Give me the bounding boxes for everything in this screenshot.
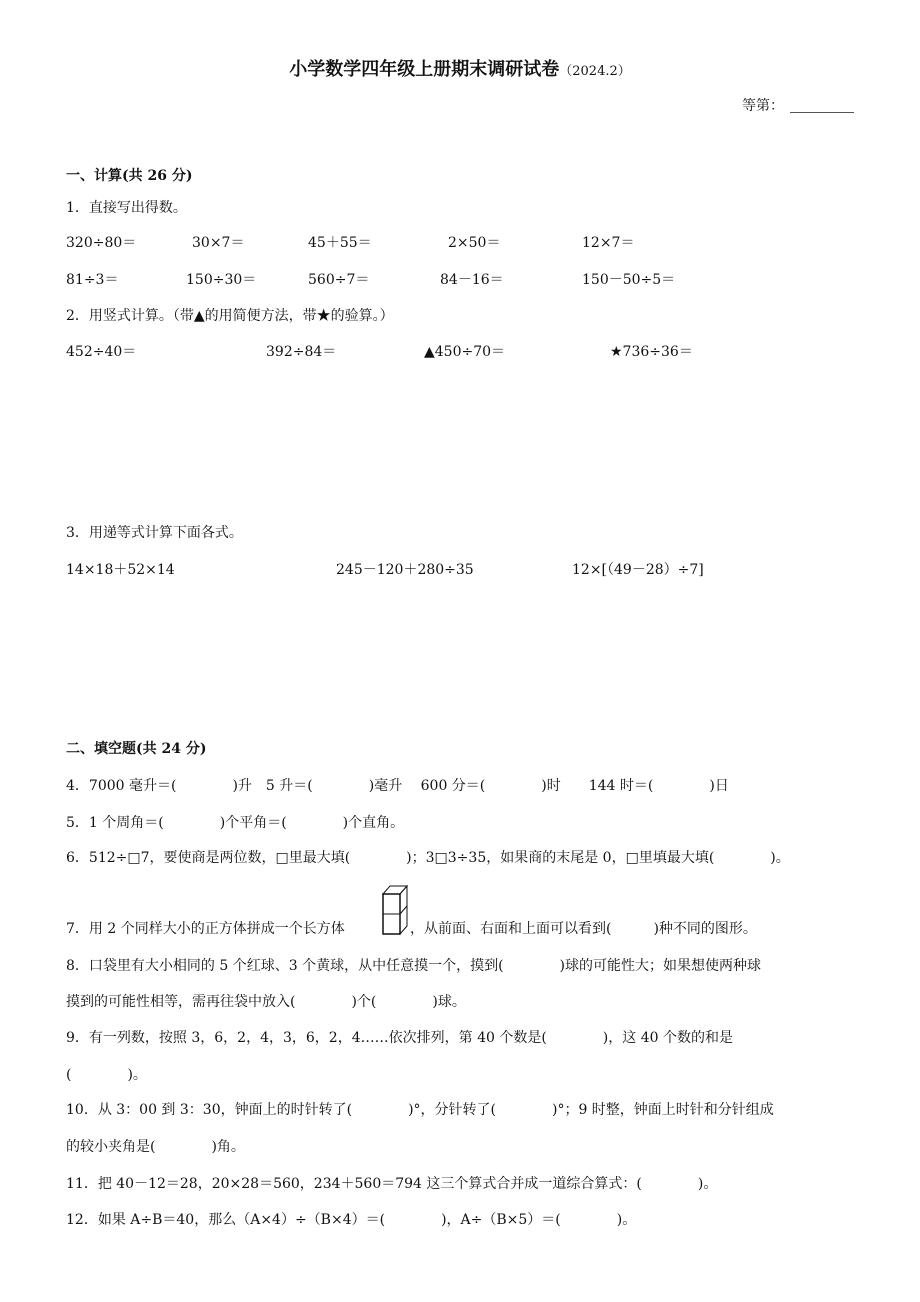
q2-item: ★736÷36＝ [610, 344, 693, 360]
q2-label: 2．用竖式计算。（带▲的用简便方法，带★的验算。） [66, 308, 394, 324]
q1-row1-item: 2×50＝ [448, 235, 501, 251]
q4-text: 4．7000 毫升＝( )升 5 升＝( )毫升 600 分＝( )时 144 时＝( )日 [66, 778, 729, 794]
q10-text-a: 10．从 3：00 到 3：30，钟面上的时针转了( )°，分针转了( )°；9 时整，钟面上时针和分针组成 [66, 1102, 774, 1118]
q8-text-b: 摸到的可能性相等，需再往袋中放入( )个( )球。 [66, 994, 466, 1010]
q1-row2-item: 84－16＝ [440, 272, 504, 288]
q12-text: 12．如果 A÷B＝40，那么（A×4）÷（B×4）＝( )，A÷（B×5）＝( )。 [66, 1212, 637, 1228]
q9-text-b: ( )。 [66, 1067, 147, 1083]
q9-text-a: 9．有一列数，按照 3，6，2，4，3，6，2，4……依次排列，第 40 个数是( )，这 40 个数的和是 [66, 1030, 733, 1046]
section1-title: 一、计算(共 26 分) [66, 168, 193, 184]
section2-title: 二、填空题(共 24 分) [66, 741, 207, 757]
exam-date: （2024.2） [559, 64, 631, 79]
q3-label: 3．用递等式计算下面各式。 [66, 525, 243, 541]
exam-title: 小学数学四年级上册期末调研试卷 [289, 59, 560, 80]
q10-text-b: 的较小夹角是( )角。 [66, 1139, 245, 1155]
q1-row1-item: 45＋55＝ [308, 235, 372, 251]
q1-row2-item: 81÷3＝ [66, 272, 119, 288]
q1-row1-item: 30×7＝ [192, 235, 245, 251]
cuboid-figure [382, 885, 408, 935]
q11-text: 11．把 40－12＝28，20×28＝560，234＋560＝794 这三个算式合并成一道综合算式：( )。 [66, 1176, 718, 1192]
q1-row1-item: 320÷80＝ [66, 235, 137, 251]
q1-row2-item: 150－50÷5＝ [582, 272, 676, 288]
q3-item: 12×[（49－28）÷7] [572, 562, 704, 578]
grade-blank-line [790, 112, 854, 113]
q2-item: ▲450÷70＝ [424, 344, 506, 360]
q1-row1-item: 12×7＝ [582, 235, 635, 251]
page-title [0, 60, 920, 82]
q3-item: 245－120＋280÷35 [336, 562, 474, 578]
q7-text-b: ，从前面、右面和上面可以看到( )种不同的图形。 [410, 921, 757, 937]
q3-item: 14×18＋52×14 [66, 562, 175, 578]
q1-row2-item: 560÷7＝ [308, 272, 370, 288]
q1-row2-item: 150÷30＝ [186, 272, 257, 288]
grade-label: 等第： [742, 98, 784, 114]
q8-text-a: 8．口袋里有大小相同的 5 个红球、3 个黄球，从中任意摸一个，摸到( )球的可能性大；如果想使两种球 [66, 958, 761, 974]
q7-text-a: 7．用 2 个同样大小的正方体拼成一个长方体 [66, 921, 345, 937]
q5-text: 5．1 个周角＝( )个平角＝( )个直角。 [66, 815, 405, 831]
q2-item: 452÷40＝ [66, 344, 137, 360]
q1-label: 1．直接写出得数。 [66, 200, 187, 216]
q2-item: 392÷84＝ [266, 344, 337, 360]
q6-text: 6．512÷□7，要使商是两位数，□里最大填( )；3□3÷35，如果商的末尾是 0，□里填最大填( )。 [66, 850, 790, 866]
